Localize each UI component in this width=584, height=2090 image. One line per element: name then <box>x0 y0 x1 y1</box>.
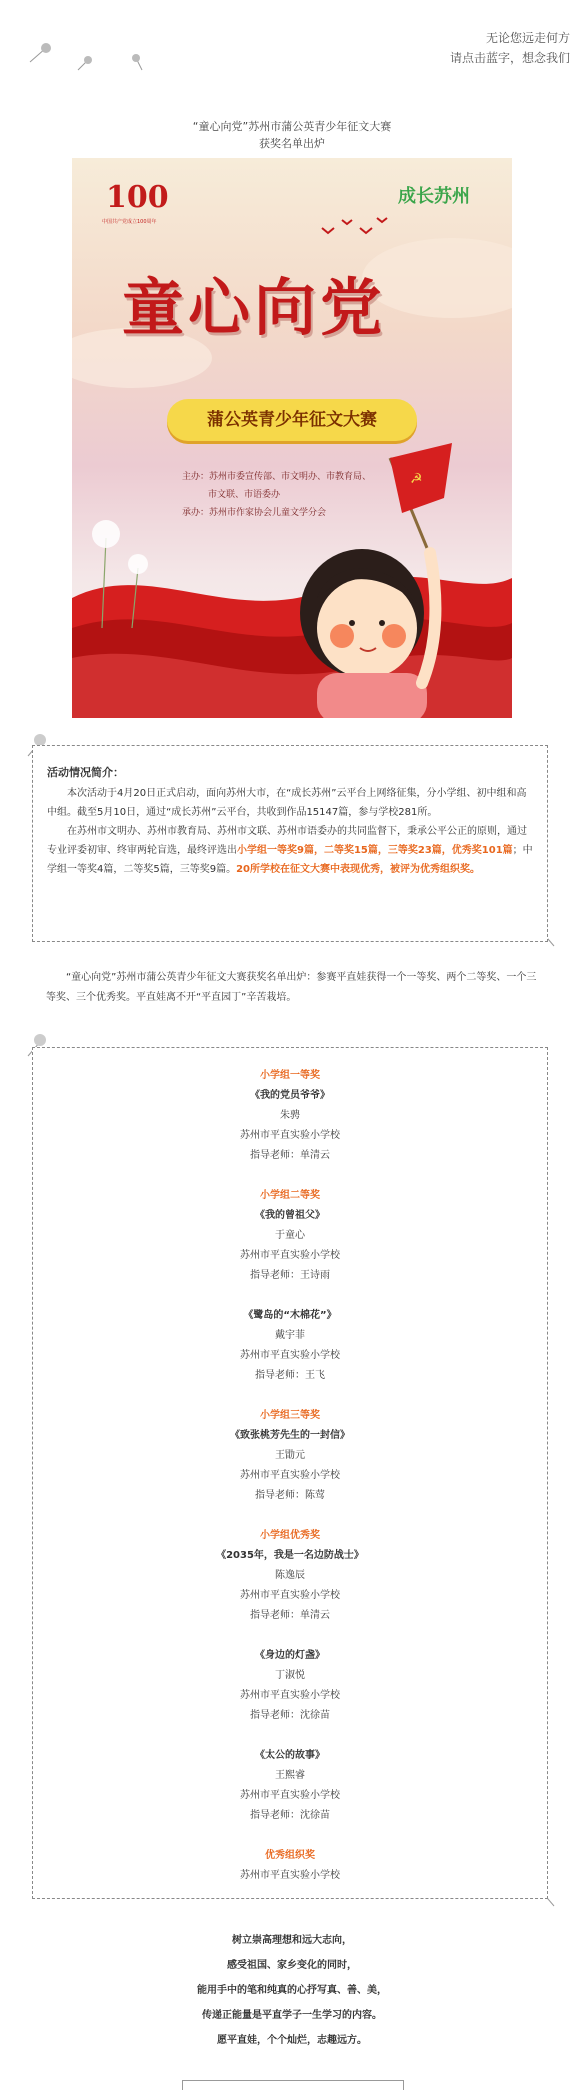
host-line-1: 主办：苏州市委宣传部、市文明办、市教育局、 <box>182 472 372 482</box>
centenary-logo-subtitle: 中国共产党成立100周年 <box>102 219 157 225</box>
awards-list-box <box>32 1047 548 1899</box>
header-line-2: 请点击蓝字，想念我们 <box>449 51 570 65</box>
award-student: 朱骋 <box>280 1110 300 1121</box>
activity-text <box>47 784 533 879</box>
closing-line-1: 树立崇高理想和远大志向， <box>232 1935 352 1946</box>
award-work-title: 《致张桃芳先生的一封信》 <box>230 1430 350 1441</box>
award-student: 陈逸辰 <box>275 1570 305 1581</box>
activity-heading: 活动情况简介： <box>47 766 124 779</box>
award-teacher: 指导老师：沈徐苗 <box>250 1710 330 1721</box>
award-work-title: 《我的曾祖父》 <box>255 1210 325 1221</box>
awards-list <box>33 1066 547 1886</box>
award-teacher: 指导老师：单清云 <box>250 1610 330 1621</box>
event-poster <box>72 158 512 718</box>
host-line-2: 市文联、市语委办 <box>208 490 281 500</box>
award-entry <box>33 1526 547 1626</box>
award-category: 小学组二等奖 <box>260 1190 320 1201</box>
award-student: 王熙睿 <box>275 1770 305 1781</box>
award-school: 苏州市平直实验小学校 <box>240 1350 340 1361</box>
award-school: 苏州市平直实验小学校 <box>240 1590 340 1601</box>
award-work-title: 《鹭岛的“木棉花”》 <box>243 1310 337 1321</box>
poster-title: 童心向党 <box>122 271 387 344</box>
activity-para2-org-award: 20所学校在征文大赛中表现优秀，被评为优秀组织奖。 <box>236 864 481 875</box>
award-entry <box>33 1186 547 1286</box>
closing-message <box>0 1928 584 2053</box>
svg-text:☭: ☭ <box>410 471 423 487</box>
org-award-entry <box>33 1846 547 1886</box>
award-entry <box>33 1066 547 1166</box>
organizer-line: 承办：苏州市作家协会儿童文学分会 <box>182 508 327 518</box>
award-school: 苏州市平直实验小学校 <box>240 1690 340 1701</box>
award-school: 苏州市平直实验小学校 <box>240 1130 340 1141</box>
award-student: 于童心 <box>275 1230 305 1241</box>
title-line-1: “童心向党”苏州市蒲公英青少年征文大赛 <box>192 120 392 133</box>
award-category: 小学组三等奖 <box>260 1410 320 1421</box>
award-entry <box>33 1746 547 1826</box>
header-line-1: 无论您远走何方 <box>485 31 570 45</box>
award-school: 苏州市平直实验小学校 <box>240 1250 340 1261</box>
org-award-school: 苏州市平直实验小学校 <box>240 1870 340 1881</box>
header-follow-text <box>450 28 570 68</box>
award-teacher: 指导老师：王飞 <box>255 1370 325 1381</box>
award-work-title: 《太公的故事》 <box>255 1750 325 1761</box>
award-teacher: 指导老师：单清云 <box>250 1150 330 1161</box>
award-category: 小学组一等奖 <box>260 1070 320 1081</box>
org-award-category: 优秀组织奖 <box>265 1850 315 1861</box>
activity-paragraph-2 <box>47 822 533 879</box>
award-entry <box>33 1406 547 1506</box>
dandelion-decoration-icon <box>10 0 160 90</box>
growing-suzhou-logo: 成长苏州 <box>398 186 470 207</box>
closing-line-3: 能用手中的笔和纯真的心抒写真、善、美， <box>197 1985 387 1996</box>
article-title <box>0 118 584 152</box>
title-line-2: 获奖名单出炉 <box>259 137 325 150</box>
results-summary: “童心向党”苏州市蒲公英青少年征文大赛获奖名单出炉：参赛平直娃获得一个一等奖、两个二等奖、一个三等奖、三个优秀奖。平直娃离不开“平直园丁”辛苦栽培。 <box>46 972 537 1003</box>
award-teacher: 指导老师：沈徐苗 <box>250 1810 330 1821</box>
award-school: 苏州市平直实验小学校 <box>240 1790 340 1801</box>
closing-line-4: 传递正能量是平直学子一生学习的内容。 <box>202 2010 382 2021</box>
activity-intro-box <box>32 745 548 942</box>
award-entry <box>33 1646 547 1726</box>
activity-para2-primary-results: 小学组一等奖9篇，二等奖15篇，三等奖23篇，优秀奖101篇 <box>237 845 513 856</box>
award-entry <box>33 1306 547 1386</box>
award-work-title: 《我的党员爷爷》 <box>250 1090 330 1101</box>
activity-paragraph-1: 本次活动于4月20日正式启动，面向苏州大市，在“成长苏州”云平台上网络征集，分小学组、初中组和高中组。截至5月10日，通过“成长苏州”云平台，共收到作品15147篇，参与学校281所。 <box>47 788 527 818</box>
poster-banner: 蒲公英青少年征文大赛 <box>167 399 417 441</box>
award-school: 苏州市平直实验小学校 <box>240 1470 340 1481</box>
award-teacher: 指导老师：王诗雨 <box>250 1270 330 1281</box>
activity-para2-part-a: 在苏州市文明办、苏州市教育局、苏州市文联、苏州市语委办的共同监督下，秉承公平公正的原则，通过专业评委初审、终审两轮盲选，最终评选出 <box>47 826 527 856</box>
poster-organizers <box>182 468 432 522</box>
award-work-title: 《2035年，我是一名边防战士》 <box>216 1550 364 1561</box>
activity-para2-part-c: ；中学组一等奖4篇，二等奖5篇，三等奖9篇。 <box>47 845 533 875</box>
award-student: 戴宇菲 <box>275 1330 305 1341</box>
centenary-logo: 100 <box>106 180 169 215</box>
award-work-title: 《身边的灯盏》 <box>255 1650 325 1661</box>
award-category: 小学组优秀奖 <box>260 1530 320 1541</box>
closing-line-2: 感受祖国、家乡变化的同时， <box>227 1960 357 1971</box>
closing-line-5: 愿平直娃，个个灿烂，志趣远方。 <box>217 2035 367 2046</box>
award-student: 王勖元 <box>275 1450 305 1461</box>
award-teacher: 指导老师：陈莺 <box>255 1490 325 1501</box>
award-student: 丁淑悦 <box>275 1670 305 1681</box>
